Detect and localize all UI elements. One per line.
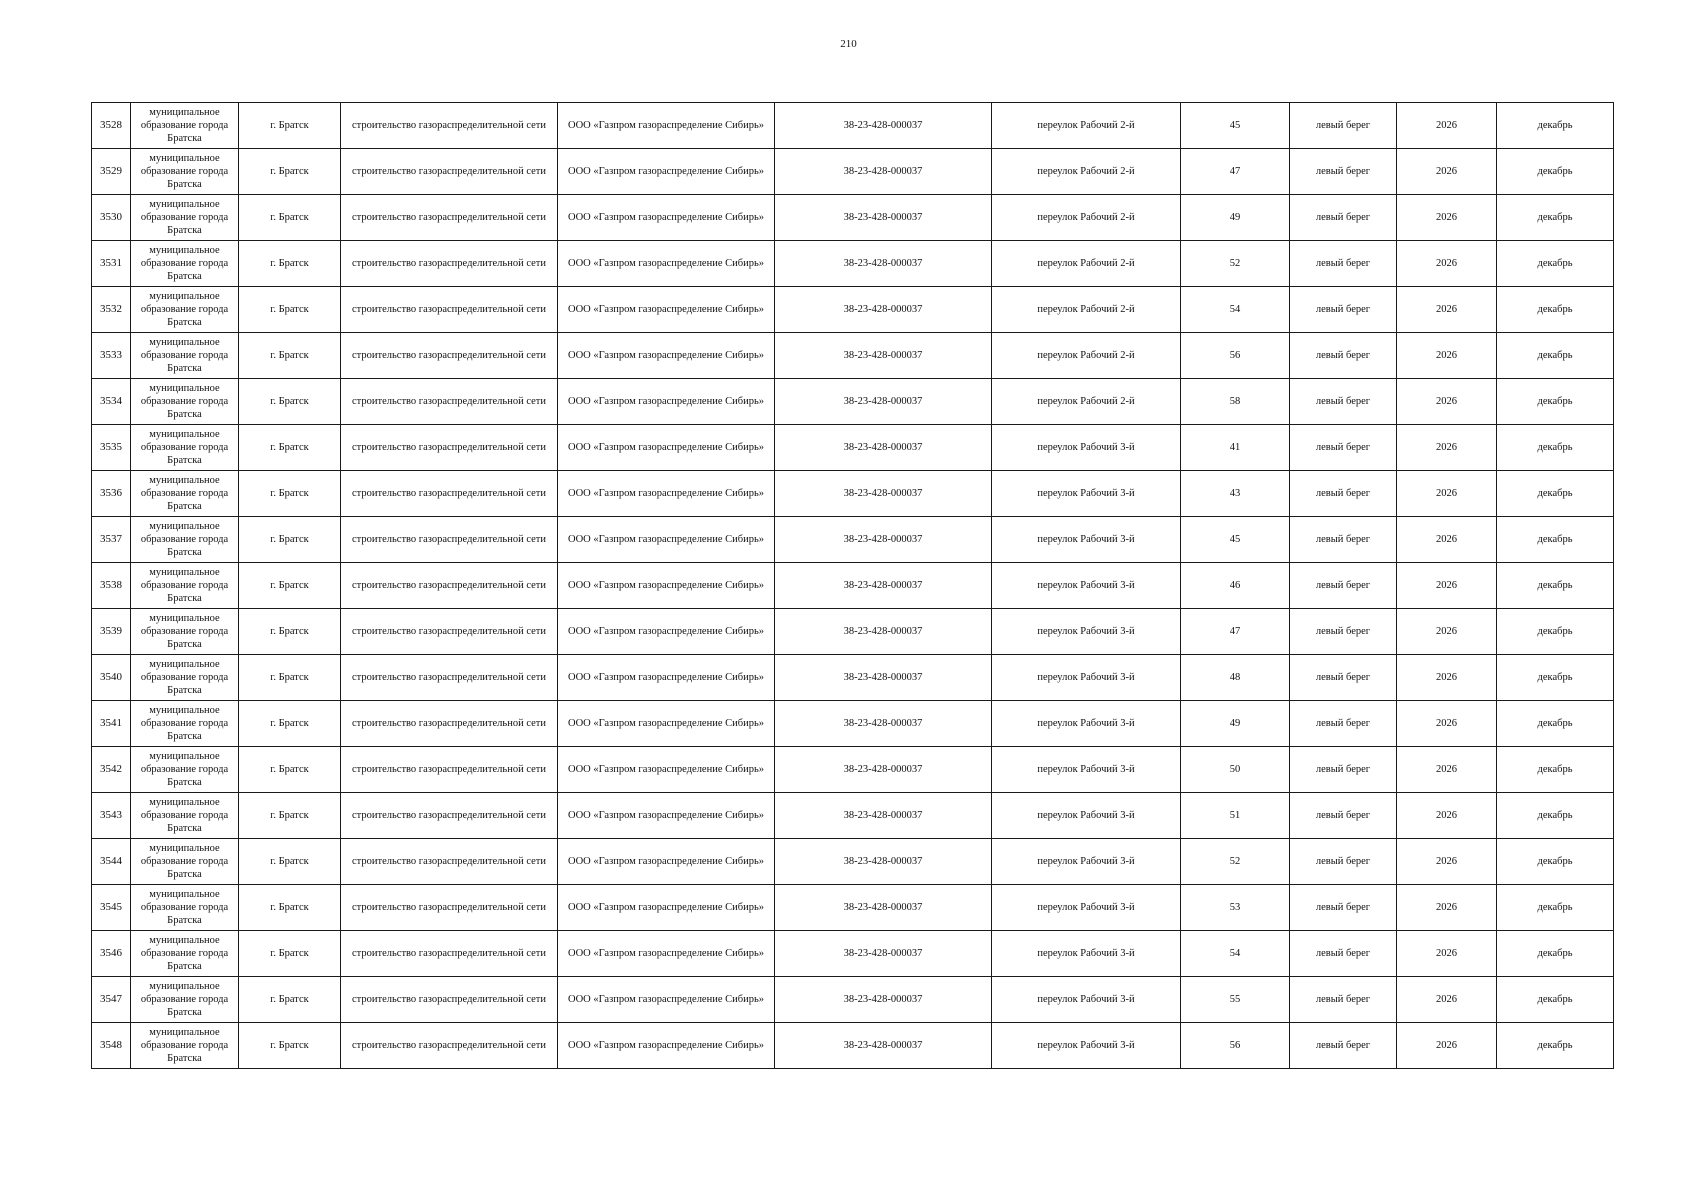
table-row	[92, 425, 1614, 471]
month-cell: декабрь	[1497, 379, 1614, 425]
row-number-cell: 3540	[92, 655, 131, 701]
month-cell: декабрь	[1497, 701, 1614, 747]
registry-code-cell: 38-23-428-000037	[775, 747, 992, 793]
street-cell: переулок Рабочий 3-й	[992, 517, 1181, 563]
city-cell: г. Братск	[239, 195, 341, 241]
year-cell: 2026	[1397, 701, 1497, 747]
owner-cell: муниципальное образование города Братска	[131, 149, 239, 195]
organization-cell: ООО «Газпром газораспределение Сибирь»	[558, 195, 775, 241]
river-bank-cell: левый берег	[1290, 655, 1397, 701]
street-cell: переулок Рабочий 2-й	[992, 379, 1181, 425]
owner-cell: муниципальное образование города Братска	[131, 333, 239, 379]
organization-cell: ООО «Газпром газораспределение Сибирь»	[558, 471, 775, 517]
house-number-cell: 45	[1181, 103, 1290, 149]
city-cell: г. Братск	[239, 747, 341, 793]
month-cell: декабрь	[1497, 839, 1614, 885]
street-cell: переулок Рабочий 3-й	[992, 747, 1181, 793]
month-cell: декабрь	[1497, 609, 1614, 655]
organization-cell: ООО «Газпром газораспределение Сибирь»	[558, 333, 775, 379]
owner-cell: муниципальное образование города Братска	[131, 931, 239, 977]
row-number-cell: 3528	[92, 103, 131, 149]
street-cell: переулок Рабочий 3-й	[992, 931, 1181, 977]
registry-code-cell: 38-23-428-000037	[775, 103, 992, 149]
work-type-cell: строительство газораспределительной сети	[341, 563, 558, 609]
organization-cell: ООО «Газпром газораспределение Сибирь»	[558, 701, 775, 747]
city-cell: г. Братск	[239, 149, 341, 195]
organization-cell: ООО «Газпром газораспределение Сибирь»	[558, 103, 775, 149]
row-number-cell: 3535	[92, 425, 131, 471]
work-type-cell: строительство газораспределительной сети	[341, 471, 558, 517]
river-bank-cell: левый берег	[1290, 977, 1397, 1023]
table-body	[92, 103, 1614, 1069]
organization-cell: ООО «Газпром газораспределение Сибирь»	[558, 241, 775, 287]
street-cell: переулок Рабочий 2-й	[992, 287, 1181, 333]
street-cell: переулок Рабочий 3-й	[992, 701, 1181, 747]
house-number-cell: 50	[1181, 747, 1290, 793]
city-cell: г. Братск	[239, 609, 341, 655]
river-bank-cell: левый берег	[1290, 885, 1397, 931]
city-cell: г. Братск	[239, 839, 341, 885]
table-row	[92, 287, 1614, 333]
year-cell: 2026	[1397, 149, 1497, 195]
organization-cell: ООО «Газпром газораспределение Сибирь»	[558, 839, 775, 885]
year-cell: 2026	[1397, 747, 1497, 793]
table-row	[92, 563, 1614, 609]
month-cell: декабрь	[1497, 333, 1614, 379]
house-number-cell: 54	[1181, 287, 1290, 333]
house-number-cell: 47	[1181, 609, 1290, 655]
table-row	[92, 655, 1614, 701]
row-number-cell: 3537	[92, 517, 131, 563]
street-cell: переулок Рабочий 2-й	[992, 103, 1181, 149]
registry-code-cell: 38-23-428-000037	[775, 1023, 992, 1069]
registry-code-cell: 38-23-428-000037	[775, 379, 992, 425]
street-cell: переулок Рабочий 2-й	[992, 195, 1181, 241]
row-number-cell: 3529	[92, 149, 131, 195]
year-cell: 2026	[1397, 241, 1497, 287]
registry-code-cell: 38-23-428-000037	[775, 563, 992, 609]
house-number-cell: 56	[1181, 1023, 1290, 1069]
row-number-cell: 3541	[92, 701, 131, 747]
river-bank-cell: левый берег	[1290, 287, 1397, 333]
organization-cell: ООО «Газпром газораспределение Сибирь»	[558, 379, 775, 425]
row-number-cell: 3533	[92, 333, 131, 379]
work-type-cell: строительство газораспределительной сети	[341, 379, 558, 425]
house-number-cell: 55	[1181, 977, 1290, 1023]
row-number-cell: 3547	[92, 977, 131, 1023]
row-number-cell: 3531	[92, 241, 131, 287]
owner-cell: муниципальное образование города Братска	[131, 425, 239, 471]
page-number: 210	[840, 38, 857, 50]
work-type-cell: строительство газораспределительной сети	[341, 241, 558, 287]
street-cell: переулок Рабочий 3-й	[992, 839, 1181, 885]
owner-cell: муниципальное образование города Братска	[131, 471, 239, 517]
year-cell: 2026	[1397, 931, 1497, 977]
work-type-cell: строительство газораспределительной сети	[341, 839, 558, 885]
owner-cell: муниципальное образование города Братска	[131, 563, 239, 609]
house-number-cell: 46	[1181, 563, 1290, 609]
year-cell: 2026	[1397, 885, 1497, 931]
organization-cell: ООО «Газпром газораспределение Сибирь»	[558, 517, 775, 563]
registry-code-cell: 38-23-428-000037	[775, 793, 992, 839]
river-bank-cell: левый берег	[1290, 195, 1397, 241]
row-number-cell: 3539	[92, 609, 131, 655]
river-bank-cell: левый берег	[1290, 931, 1397, 977]
year-cell: 2026	[1397, 793, 1497, 839]
table-row	[92, 241, 1614, 287]
river-bank-cell: левый берег	[1290, 747, 1397, 793]
owner-cell: муниципальное образование города Братска	[131, 655, 239, 701]
work-type-cell: строительство газораспределительной сети	[341, 425, 558, 471]
organization-cell: ООО «Газпром газораспределение Сибирь»	[558, 655, 775, 701]
work-type-cell: строительство газораспределительной сети	[341, 701, 558, 747]
month-cell: декабрь	[1497, 425, 1614, 471]
registry-code-cell: 38-23-428-000037	[775, 287, 992, 333]
owner-cell: муниципальное образование города Братска	[131, 517, 239, 563]
organization-cell: ООО «Газпром газораспределение Сибирь»	[558, 793, 775, 839]
work-type-cell: строительство газораспределительной сети	[341, 1023, 558, 1069]
organization-cell: ООО «Газпром газораспределение Сибирь»	[558, 931, 775, 977]
year-cell: 2026	[1397, 609, 1497, 655]
city-cell: г. Братск	[239, 1023, 341, 1069]
owner-cell: муниципальное образование города Братска	[131, 701, 239, 747]
year-cell: 2026	[1397, 517, 1497, 563]
river-bank-cell: левый берег	[1290, 103, 1397, 149]
registry-code-cell: 38-23-428-000037	[775, 977, 992, 1023]
street-cell: переулок Рабочий 3-й	[992, 655, 1181, 701]
row-number-cell: 3543	[92, 793, 131, 839]
work-type-cell: строительство газораспределительной сети	[341, 149, 558, 195]
work-type-cell: строительство газораспределительной сети	[341, 747, 558, 793]
house-number-cell: 56	[1181, 333, 1290, 379]
row-number-cell: 3544	[92, 839, 131, 885]
river-bank-cell: левый берег	[1290, 563, 1397, 609]
organization-cell: ООО «Газпром газораспределение Сибирь»	[558, 563, 775, 609]
street-cell: переулок Рабочий 3-й	[992, 609, 1181, 655]
table-row	[92, 747, 1614, 793]
work-type-cell: строительство газораспределительной сети	[341, 885, 558, 931]
month-cell: декабрь	[1497, 655, 1614, 701]
month-cell: декабрь	[1497, 563, 1614, 609]
street-cell: переулок Рабочий 3-й	[992, 793, 1181, 839]
table-row	[92, 1023, 1614, 1069]
table-row	[92, 471, 1614, 517]
river-bank-cell: левый берег	[1290, 517, 1397, 563]
owner-cell: муниципальное образование города Братска	[131, 195, 239, 241]
river-bank-cell: левый берег	[1290, 609, 1397, 655]
street-cell: переулок Рабочий 3-й	[992, 425, 1181, 471]
owner-cell: муниципальное образование города Братска	[131, 609, 239, 655]
street-cell: переулок Рабочий 3-й	[992, 977, 1181, 1023]
work-type-cell: строительство газораспределительной сети	[341, 793, 558, 839]
year-cell: 2026	[1397, 287, 1497, 333]
work-type-cell: строительство газораспределительной сети	[341, 195, 558, 241]
city-cell: г. Братск	[239, 517, 341, 563]
row-number-cell: 3532	[92, 287, 131, 333]
registry-code-cell: 38-23-428-000037	[775, 241, 992, 287]
house-number-cell: 47	[1181, 149, 1290, 195]
registry-code-cell: 38-23-428-000037	[775, 701, 992, 747]
registry-code-cell: 38-23-428-000037	[775, 609, 992, 655]
house-number-cell: 54	[1181, 931, 1290, 977]
table-row	[92, 195, 1614, 241]
year-cell: 2026	[1397, 379, 1497, 425]
owner-cell: муниципальное образование города Братска	[131, 103, 239, 149]
house-number-cell: 49	[1181, 195, 1290, 241]
year-cell: 2026	[1397, 195, 1497, 241]
owner-cell: муниципальное образование города Братска	[131, 287, 239, 333]
organization-cell: ООО «Газпром газораспределение Сибирь»	[558, 1023, 775, 1069]
city-cell: г. Братск	[239, 977, 341, 1023]
city-cell: г. Братск	[239, 563, 341, 609]
work-type-cell: строительство газораспределительной сети	[341, 977, 558, 1023]
work-type-cell: строительство газораспределительной сети	[341, 103, 558, 149]
month-cell: декабрь	[1497, 287, 1614, 333]
organization-cell: ООО «Газпром газораспределение Сибирь»	[558, 425, 775, 471]
river-bank-cell: левый берег	[1290, 241, 1397, 287]
organization-cell: ООО «Газпром газораспределение Сибирь»	[558, 977, 775, 1023]
month-cell: декабрь	[1497, 931, 1614, 977]
house-number-cell: 48	[1181, 655, 1290, 701]
row-number-cell: 3534	[92, 379, 131, 425]
city-cell: г. Братск	[239, 425, 341, 471]
table-row	[92, 609, 1614, 655]
table-row	[92, 379, 1614, 425]
organization-cell: ООО «Газпром газораспределение Сибирь»	[558, 149, 775, 195]
house-number-cell: 52	[1181, 839, 1290, 885]
month-cell: декабрь	[1497, 241, 1614, 287]
house-number-cell: 53	[1181, 885, 1290, 931]
row-number-cell: 3538	[92, 563, 131, 609]
month-cell: декабрь	[1497, 793, 1614, 839]
year-cell: 2026	[1397, 977, 1497, 1023]
table-row	[92, 149, 1614, 195]
month-cell: декабрь	[1497, 885, 1614, 931]
work-type-cell: строительство газораспределительной сети	[341, 609, 558, 655]
organization-cell: ООО «Газпром газораспределение Сибирь»	[558, 287, 775, 333]
table-row	[92, 793, 1614, 839]
house-number-cell: 52	[1181, 241, 1290, 287]
river-bank-cell: левый берег	[1290, 425, 1397, 471]
registry-code-cell: 38-23-428-000037	[775, 885, 992, 931]
river-bank-cell: левый берег	[1290, 471, 1397, 517]
work-type-cell: строительство газораспределительной сети	[341, 655, 558, 701]
house-number-cell: 49	[1181, 701, 1290, 747]
table-row	[92, 103, 1614, 149]
street-cell: переулок Рабочий 3-й	[992, 1023, 1181, 1069]
owner-cell: муниципальное образование города Братска	[131, 885, 239, 931]
gasification-schedule-table	[91, 102, 1614, 1069]
row-number-cell: 3530	[92, 195, 131, 241]
city-cell: г. Братск	[239, 701, 341, 747]
city-cell: г. Братск	[239, 793, 341, 839]
row-number-cell: 3546	[92, 931, 131, 977]
registry-code-cell: 38-23-428-000037	[775, 931, 992, 977]
table-row	[92, 885, 1614, 931]
owner-cell: муниципальное образование города Братска	[131, 1023, 239, 1069]
registry-code-cell: 38-23-428-000037	[775, 839, 992, 885]
work-type-cell: строительство газораспределительной сети	[341, 333, 558, 379]
month-cell: декабрь	[1497, 977, 1614, 1023]
city-cell: г. Братск	[239, 333, 341, 379]
month-cell: декабрь	[1497, 747, 1614, 793]
city-cell: г. Братск	[239, 655, 341, 701]
registry-code-cell: 38-23-428-000037	[775, 333, 992, 379]
owner-cell: муниципальное образование города Братска	[131, 977, 239, 1023]
year-cell: 2026	[1397, 839, 1497, 885]
city-cell: г. Братск	[239, 471, 341, 517]
registry-code-cell: 38-23-428-000037	[775, 195, 992, 241]
month-cell: декабрь	[1497, 195, 1614, 241]
year-cell: 2026	[1397, 655, 1497, 701]
month-cell: декабрь	[1497, 103, 1614, 149]
month-cell: декабрь	[1497, 1023, 1614, 1069]
month-cell: декабрь	[1497, 471, 1614, 517]
work-type-cell: строительство газораспределительной сети	[341, 287, 558, 333]
city-cell: г. Братск	[239, 379, 341, 425]
year-cell: 2026	[1397, 563, 1497, 609]
street-cell: переулок Рабочий 2-й	[992, 241, 1181, 287]
city-cell: г. Братск	[239, 931, 341, 977]
river-bank-cell: левый берег	[1290, 149, 1397, 195]
owner-cell: муниципальное образование города Братска	[131, 793, 239, 839]
row-number-cell: 3536	[92, 471, 131, 517]
river-bank-cell: левый берег	[1290, 379, 1397, 425]
year-cell: 2026	[1397, 471, 1497, 517]
year-cell: 2026	[1397, 1023, 1497, 1069]
house-number-cell: 51	[1181, 793, 1290, 839]
street-cell: переулок Рабочий 3-й	[992, 471, 1181, 517]
house-number-cell: 43	[1181, 471, 1290, 517]
work-type-cell: строительство газораспределительной сети	[341, 517, 558, 563]
river-bank-cell: левый берег	[1290, 333, 1397, 379]
registry-code-cell: 38-23-428-000037	[775, 425, 992, 471]
registry-code-cell: 38-23-428-000037	[775, 149, 992, 195]
row-number-cell: 3548	[92, 1023, 131, 1069]
organization-cell: ООО «Газпром газораспределение Сибирь»	[558, 885, 775, 931]
row-number-cell: 3542	[92, 747, 131, 793]
city-cell: г. Братск	[239, 885, 341, 931]
city-cell: г. Братск	[239, 241, 341, 287]
registry-code-cell: 38-23-428-000037	[775, 655, 992, 701]
year-cell: 2026	[1397, 425, 1497, 471]
registry-code-cell: 38-23-428-000037	[775, 471, 992, 517]
owner-cell: муниципальное образование города Братска	[131, 379, 239, 425]
street-cell: переулок Рабочий 2-й	[992, 333, 1181, 379]
house-number-cell: 45	[1181, 517, 1290, 563]
owner-cell: муниципальное образование города Братска	[131, 747, 239, 793]
table-row	[92, 517, 1614, 563]
river-bank-cell: левый берег	[1290, 1023, 1397, 1069]
registry-code-cell: 38-23-428-000037	[775, 517, 992, 563]
city-cell: г. Братск	[239, 287, 341, 333]
river-bank-cell: левый берег	[1290, 793, 1397, 839]
street-cell: переулок Рабочий 2-й	[992, 149, 1181, 195]
table-row	[92, 977, 1614, 1023]
street-cell: переулок Рабочий 3-й	[992, 885, 1181, 931]
organization-cell: ООО «Газпром газораспределение Сибирь»	[558, 747, 775, 793]
work-type-cell: строительство газораспределительной сети	[341, 931, 558, 977]
table-row	[92, 931, 1614, 977]
city-cell: г. Братск	[239, 103, 341, 149]
river-bank-cell: левый берег	[1290, 839, 1397, 885]
street-cell: переулок Рабочий 3-й	[992, 563, 1181, 609]
table-row	[92, 701, 1614, 747]
table-row	[92, 333, 1614, 379]
river-bank-cell: левый берег	[1290, 701, 1397, 747]
year-cell: 2026	[1397, 333, 1497, 379]
owner-cell: муниципальное образование города Братска	[131, 839, 239, 885]
owner-cell: муниципальное образование города Братска	[131, 241, 239, 287]
house-number-cell: 58	[1181, 379, 1290, 425]
row-number-cell: 3545	[92, 885, 131, 931]
year-cell: 2026	[1397, 103, 1497, 149]
organization-cell: ООО «Газпром газораспределение Сибирь»	[558, 609, 775, 655]
month-cell: декабрь	[1497, 517, 1614, 563]
house-number-cell: 41	[1181, 425, 1290, 471]
table-row	[92, 839, 1614, 885]
month-cell: декабрь	[1497, 149, 1614, 195]
